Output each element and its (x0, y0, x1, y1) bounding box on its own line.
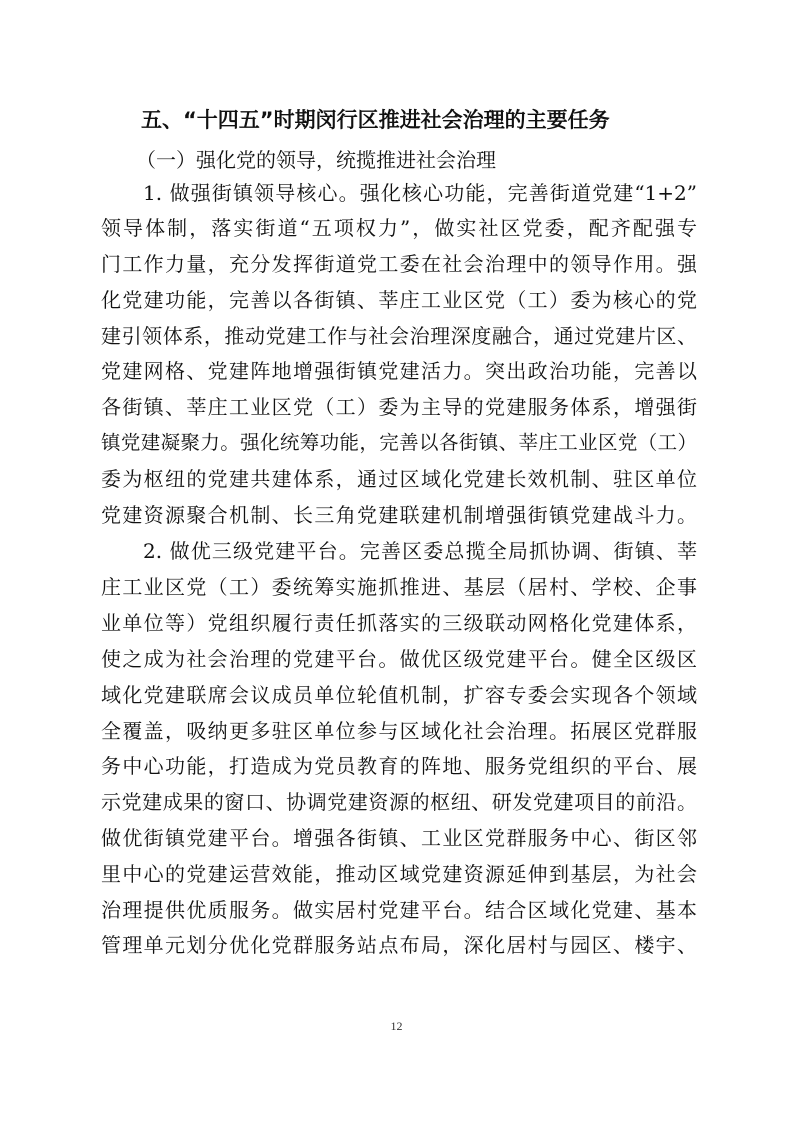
text-line: 示党建成果的窗口、协调党建资源的枢纽、研发党建项目的前沿。 (101, 790, 697, 814)
text-line: 2. 做优三级党建平台。完善区委总揽全局抓协调、街镇、莘 (143, 539, 697, 563)
page-number: 12 (390, 1019, 403, 1033)
text-line: 委为枢纽的党建共建体系，通过区域化党建长效机制、驻区单位 (101, 467, 697, 491)
text-line: 庄工业区党（工）委统筹实施抓推进、基层（居村、学校、企事 (101, 575, 697, 599)
text-line: 化党建功能，完善以各街镇、莘庄工业区党（工）委为核心的党 (101, 288, 697, 312)
text-line: 使之成为社会治理的党建平台。做优区级党建平台。健全区级区 (101, 647, 697, 671)
text-line: 1. 做强街镇领导核心。强化核心功能，完善街道党建“1+2” (143, 181, 697, 205)
text-line: 党建资源聚合机制、长三角党建联建机制增强街镇党建战斗力。 (101, 503, 697, 527)
text-line: 治理提供优质服务。做实居村党建平台。结合区域化党建、基本 (101, 898, 697, 922)
subsection-title: （一）强化党的领导，统揽推进社会治理 (136, 148, 496, 172)
text-line: 镇党建凝聚力。强化统筹功能，完善以各街镇、莘庄工业区党（工） (101, 431, 697, 454)
section-title: 五、“十四五”时期闵行区推进社会治理的主要任务 (141, 108, 610, 132)
text-line: 业单位等）党组织履行责任抓落实的三级联动网格化党建体系， (101, 611, 697, 635)
text-line: 务中心功能，打造成为党员教育的阵地、服务党组织的平台、展 (101, 754, 697, 778)
text-line: 党建网格、党建阵地增强街镇党建活力。突出政治功能，完善以 (101, 359, 697, 383)
text-line: 建引领体系，推动党建工作与社会治理深度融合，通过党建片区、 (101, 324, 697, 348)
text-line: 管理单元划分优化党群服务站点布局，深化居村与园区、楼宇、 (101, 933, 697, 957)
text-line: 做优街镇党建平台。增强各街镇、工业区党群服务中心、街区邻 (101, 826, 697, 850)
text-line: 门工作力量，充分发挥街道党工委在社会治理中的领导作用。强 (101, 252, 697, 276)
text-line: 各街镇、莘庄工业区党（工）委为主导的党建服务体系，增强街 (101, 395, 697, 419)
text-line: 领导体制，落实街道“五项权力”，做实社区党委，配齐配强专 (101, 216, 697, 240)
text-line: 里中心的党建运营效能，推动区域党建资源延伸到基层，为社会 (101, 862, 697, 886)
text-line: 全覆盖，吸纳更多驻区单位参与区域化社会治理。拓展区党群服 (101, 719, 697, 743)
text-line: 域化党建联席会议成员单位轮值机制，扩容专委会实现各个领域 (101, 683, 697, 707)
